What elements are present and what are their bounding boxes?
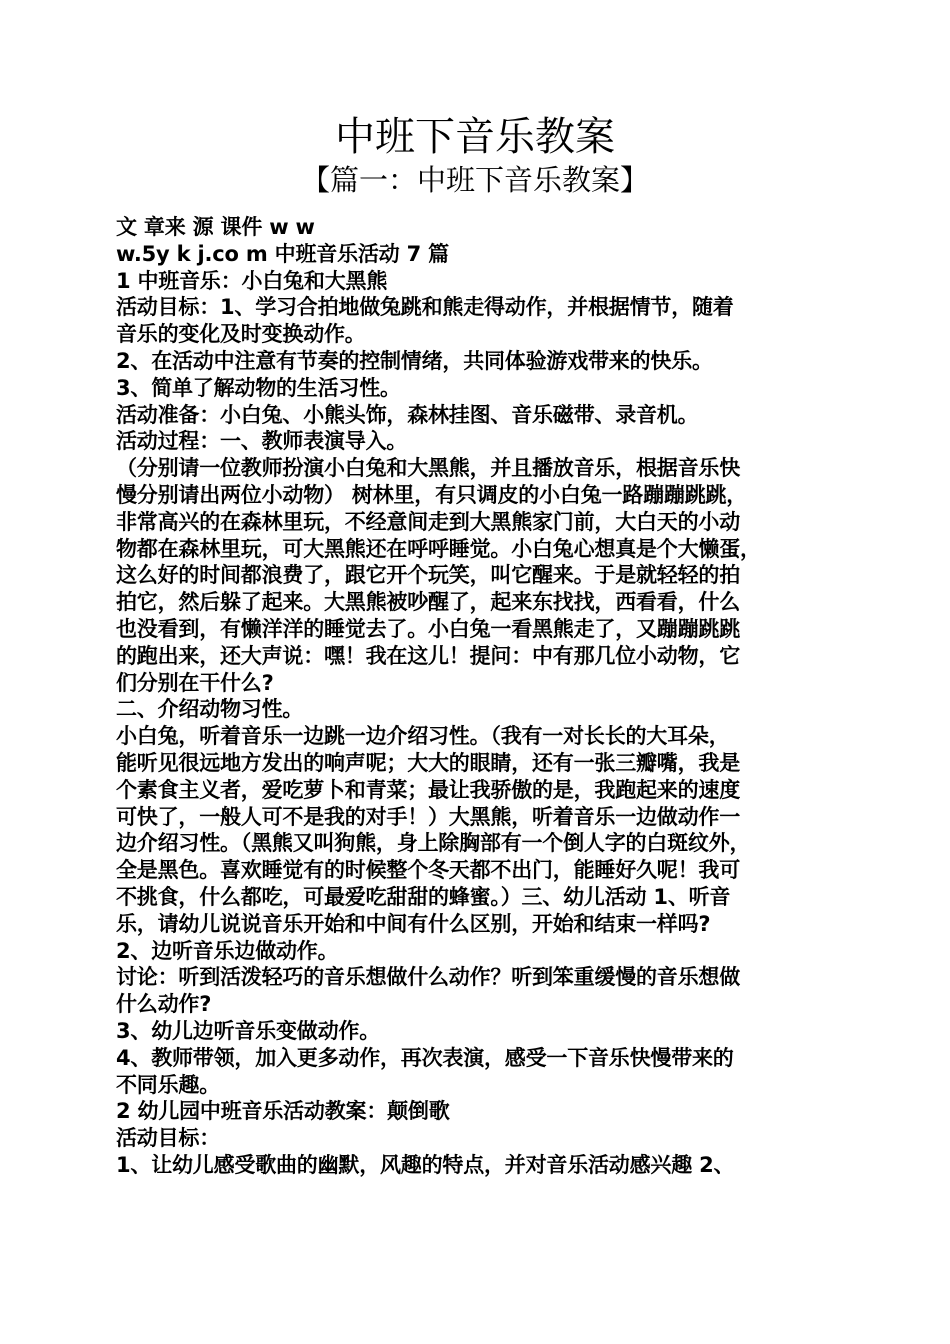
document-subtitle: 【篇一：中班下音乐教案】 xyxy=(300,163,649,197)
text-line: 慢分别请出两位小动物） 树林里，有只调皮的小白兔一路蹦蹦跳跳， xyxy=(116,482,748,507)
text-line: 活动过程：一、教师表演导入。 xyxy=(116,429,408,454)
text-line: 活动目标：1、学习合拍地做兔跳和熊走得动作，并根据情节，随着 xyxy=(116,295,734,320)
text-line: 1、让幼儿感受歌曲的幽默，风趣的特点，并对音乐活动感兴趣 2、 xyxy=(116,1152,735,1177)
text-line: 2、在活动中注意有节奏的控制情绪，共同体验游戏带来的快乐。 xyxy=(116,348,713,373)
text-line: 什么动作? xyxy=(116,992,212,1017)
text-line: 讨论：听到活泼轻巧的音乐想做什么动作？听到笨重缓慢的音乐想做 xyxy=(116,965,740,990)
text-line: 音乐的变化及时变换动作。 xyxy=(116,322,366,347)
text-line: 不同乐趣。 xyxy=(116,1072,220,1097)
text-line: （分别请一位教师扮演小白兔和大黑熊，并且播放音乐，根据音乐快 xyxy=(116,456,740,481)
text-line: 二、介绍动物习性。 xyxy=(116,697,304,722)
text-line: 这么好的时间都浪费了，跟它开个玩笑，叫它醒来。于是就轻轻的拍 xyxy=(116,563,740,588)
text-line: 全是黑色。喜欢睡觉有的时候整个冬天都不出门，能睡好久呢！我可 xyxy=(116,858,740,883)
text-line: 4、教师带领，加入更多动作，再次表演，感受一下音乐快慢带来的 xyxy=(116,1045,734,1070)
text-line: w.5y k j.co m 中班音乐活动 7 篇 xyxy=(116,241,449,266)
text-line: 的跑出来，还大声说：嘿！我在这儿！提问：中有那几位小动物，它 xyxy=(116,643,740,668)
text-line: 不挑食，什么都吃，可最爱吃甜甜的蜂蜜。）三、幼儿活动 1、听音 xyxy=(116,884,731,909)
document-body xyxy=(116,214,838,1179)
text-line: 活动准备：小白兔、小熊头饰，森林挂图、音乐磁带、录音机。 xyxy=(116,402,699,427)
text-line: 3、简单了解动物的生活习性。 xyxy=(116,375,401,400)
text-line: 乐，请幼儿说说音乐开始和中间有什么区别，开始和结束一样吗? xyxy=(116,911,711,936)
text-line: 文 章来 源 课件 w w xyxy=(116,215,315,239)
text-line: 们分别在干什么? xyxy=(116,670,274,695)
text-line: 非常高兴的在森林里玩，不经意间走到大黑熊家门前，大白天的小动 xyxy=(116,509,740,534)
text-line: 2、边听音乐边做动作。 xyxy=(116,938,339,963)
text-line: 物都在森林里玩，可大黑熊还在呼呼睡觉。小白兔心想真是个大懒蛋， xyxy=(116,536,761,561)
text-line: 3、幼儿边听音乐变做动作。 xyxy=(116,1018,381,1043)
text-line: 能听见很远地方发出的响声呢；大大的眼睛，还有一张三瓣嘴，我是 xyxy=(116,750,740,775)
text-line: 可快了，一般人可不是我的对手！）大黑熊，听着音乐一边做动作一 xyxy=(116,804,740,829)
text-line: 小白兔，听着音乐一边跳一边介绍习性。（我有一对长长的大耳朵， xyxy=(116,724,730,749)
text-line: 拍它，然后躲了起来。大黑熊被吵醒了，起来东找找，西看看，什么 xyxy=(116,590,740,615)
document-title: 中班下音乐教案 xyxy=(335,114,615,160)
text-line: 也没看到，有懒洋洋的睡觉去了。小白兔一看黑熊走了，又蹦蹦跳跳 xyxy=(116,616,740,641)
text-line: 2 幼儿园中班音乐活动教案：颠倒歌 xyxy=(116,1099,450,1124)
text-line: 活动目标： xyxy=(116,1126,220,1151)
text-line: 1 中班音乐：小白兔和大黑熊 xyxy=(116,268,388,293)
text-line: 边介绍习性。（黑熊又叫狗熊，身上除胸部有一个倒人字的白斑纹外， xyxy=(116,831,751,856)
text-line: 个素食主义者，爱吃萝卜和青菜；最让我骄傲的是，我跑起来的速度 xyxy=(116,777,740,802)
